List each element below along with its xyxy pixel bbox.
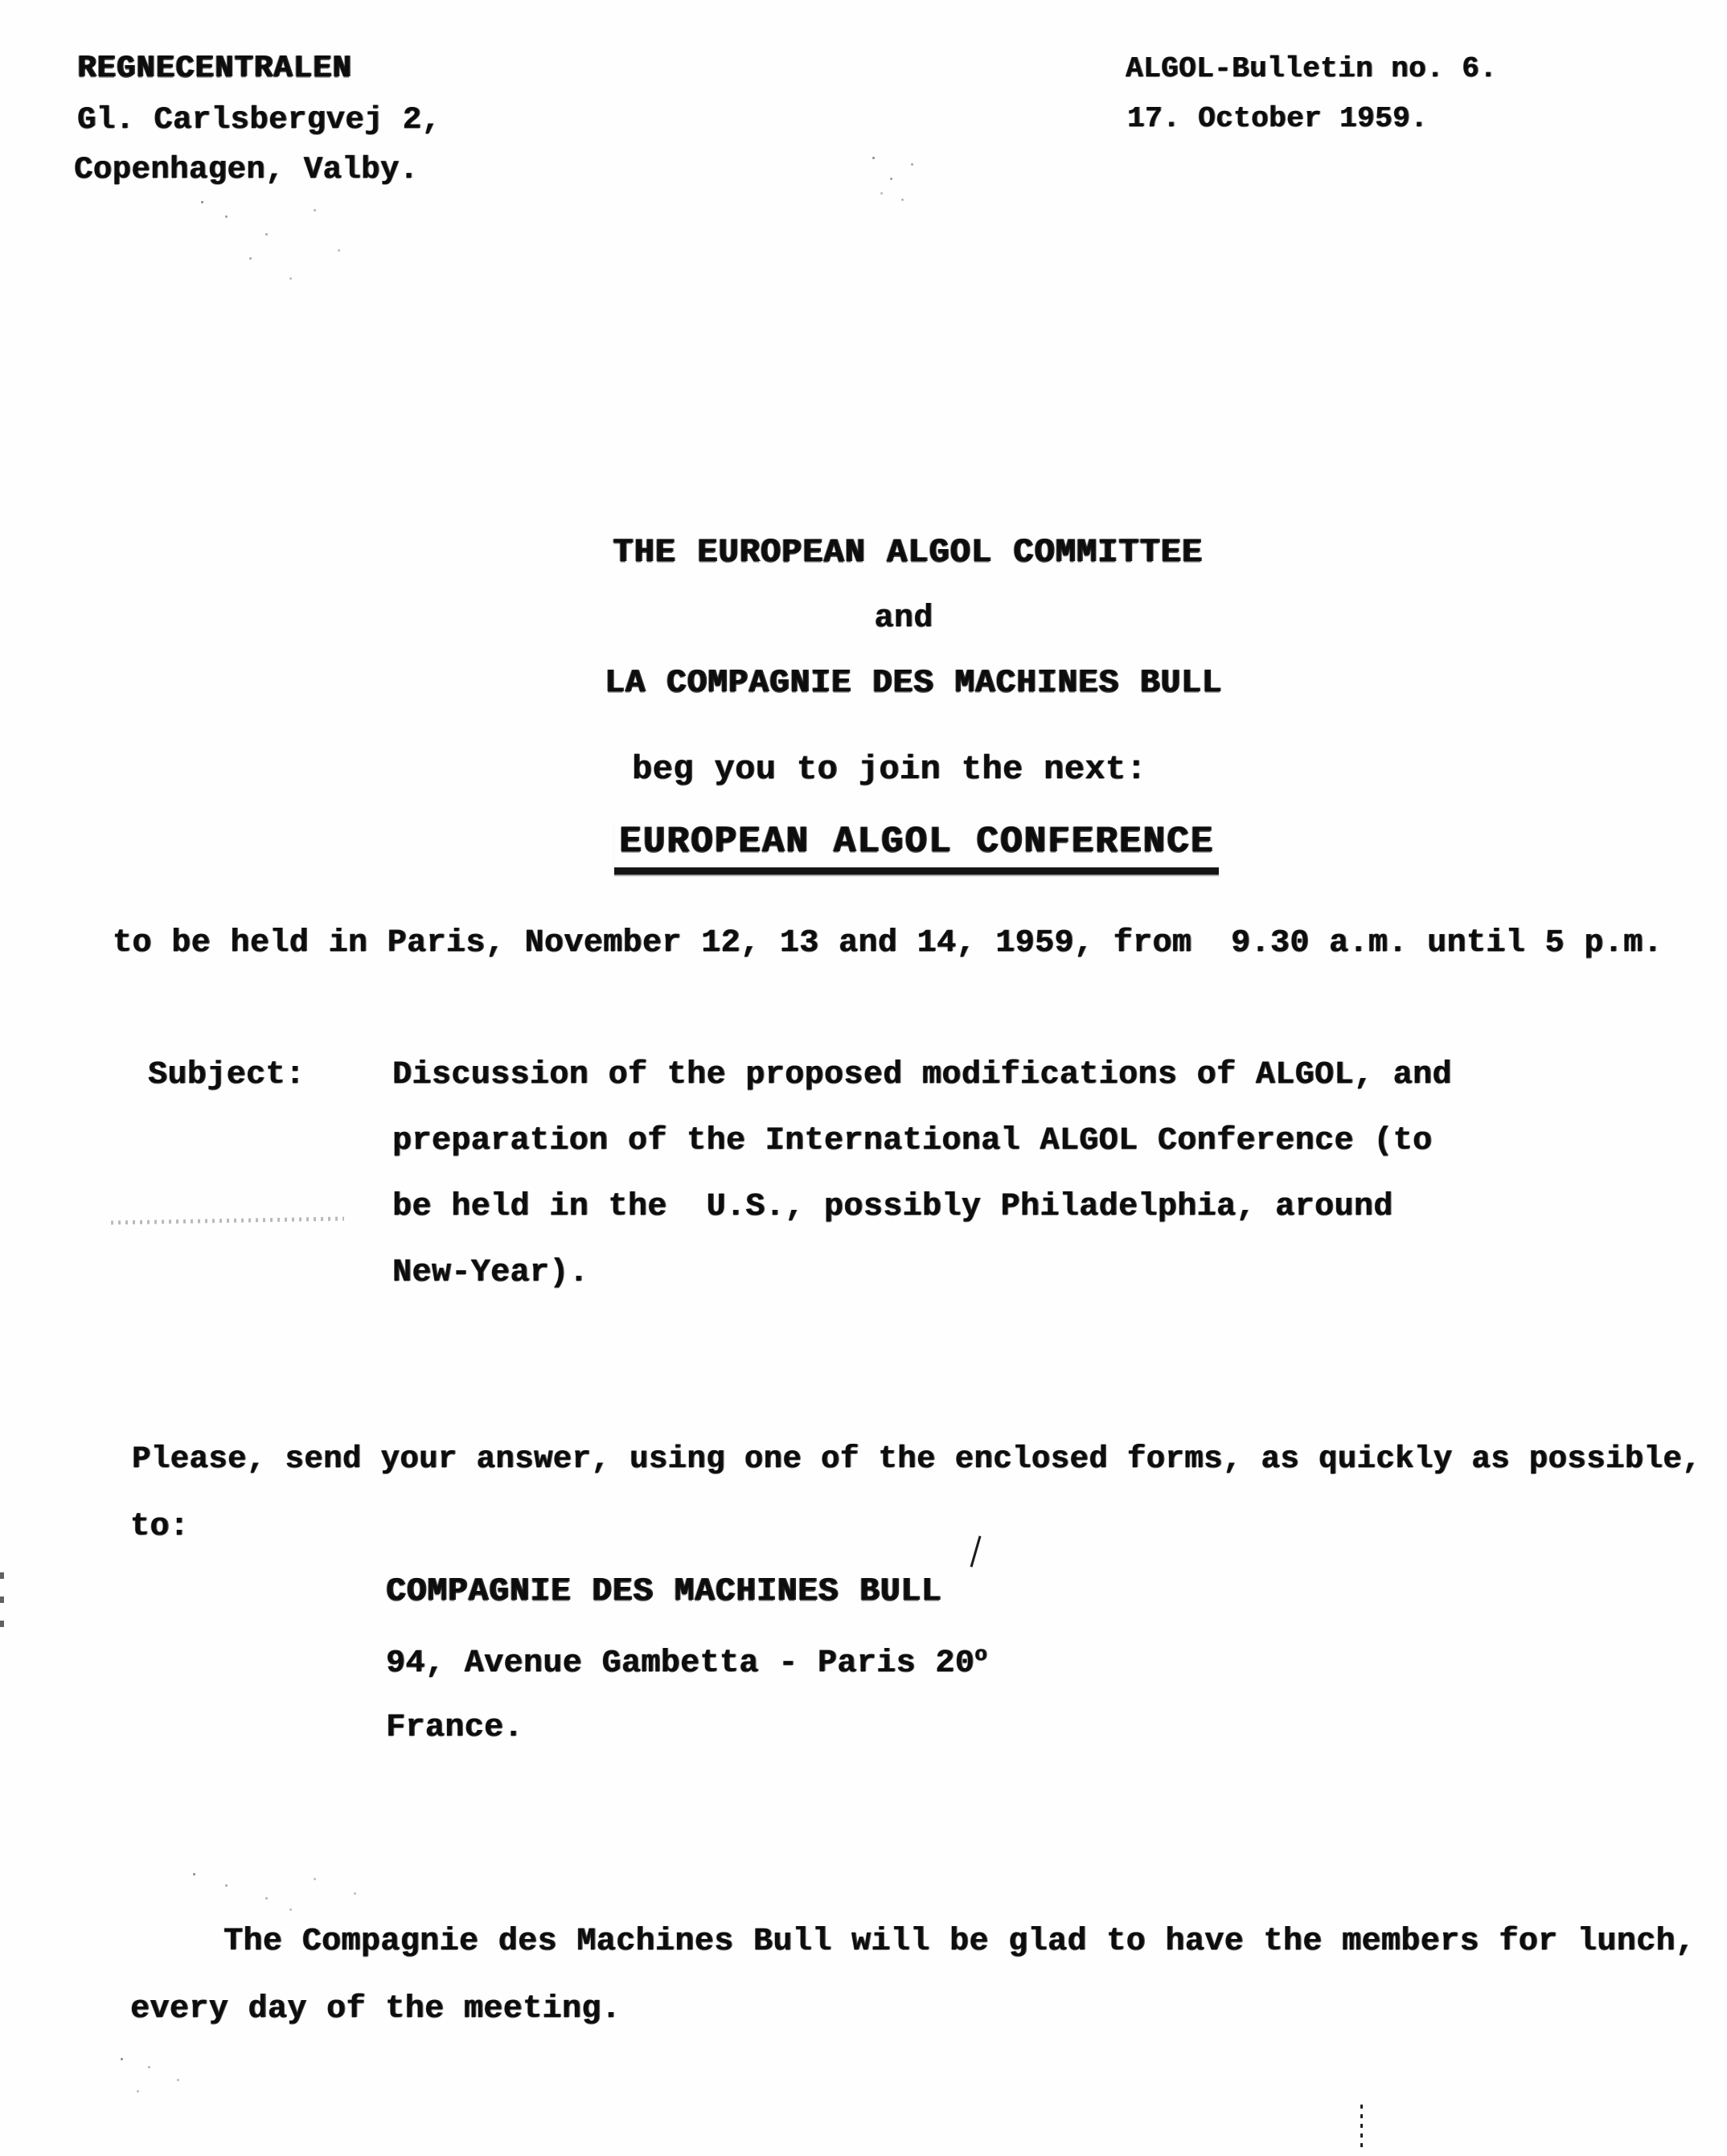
recipient-street-text: 94, Avenue Gambetta - Paris 20 xyxy=(386,1646,975,1682)
bulletin-date: 17. October 1959. xyxy=(1127,102,1429,135)
subject-line-2: preparation of the International ALGOL Conference (to xyxy=(392,1123,1433,1159)
scan-speckle-cluster-footer xyxy=(121,2058,123,2060)
host-company-heading: LA COMPAGNIE DES MACHINES BULL xyxy=(604,665,1223,702)
sender-address-line1: Gl. Carlsbergvej 2, xyxy=(77,102,441,137)
conjunction-and: and xyxy=(874,600,933,637)
event-details: to be held in Paris, November 12, 13 and 14, 1959, from 9.30 a.m. until 5 p.m. xyxy=(113,925,1663,961)
closing-line2: every day of the meeting. xyxy=(130,1991,621,2027)
recipient-country: France. xyxy=(386,1710,523,1746)
recipient-name: COMPAGNIE DES MACHINES BULL xyxy=(386,1573,942,1610)
scan-smudge-artifact xyxy=(111,1216,344,1224)
subject-line-4: New-Year). xyxy=(392,1255,589,1291)
scan-speckle-cluster-top-left xyxy=(201,201,203,203)
subject-line-3: be held in the U.S., possibly Philadelphia, around xyxy=(392,1189,1393,1225)
host-committee-heading: THE EUROPEAN ALGOL COMMITTEE xyxy=(613,533,1203,572)
invite-line: beg you to join the next: xyxy=(631,750,1147,789)
recipient-street xyxy=(386,1643,987,1682)
scan-speckle-cluster-top-center xyxy=(872,157,875,159)
subject-line-1: Discussion of the proposed modifications of ALGOL, and xyxy=(392,1057,1452,1093)
sender-address-line2: Copenhagen, Valby. xyxy=(74,152,419,187)
closing-line1: The Compagnie des Machines Bull will be glad to have the members for lunch, xyxy=(224,1924,1696,1960)
scan-dotted-artifact xyxy=(1360,2105,1363,2153)
event-title: EUROPEAN ALGOL CONFERENCE xyxy=(614,822,1219,875)
reply-instruction-line2: to: xyxy=(130,1509,190,1545)
reply-instruction-line1: Please, send your answer, using one of the enclosed forms, as quickly as possible, xyxy=(132,1441,1701,1477)
scan-speckle-cluster-bottom xyxy=(193,1873,195,1875)
scan-slash-artifact xyxy=(970,1535,982,1567)
subject-label: Subject: xyxy=(148,1057,306,1093)
sender-name: REGNECENTRALEN xyxy=(77,51,352,86)
scan-edge-artifact xyxy=(0,1572,4,1645)
recipient-street-superscript: o xyxy=(974,1642,988,1666)
bulletin-title: ALGOL-Bulletin no. 6. xyxy=(1126,52,1498,85)
